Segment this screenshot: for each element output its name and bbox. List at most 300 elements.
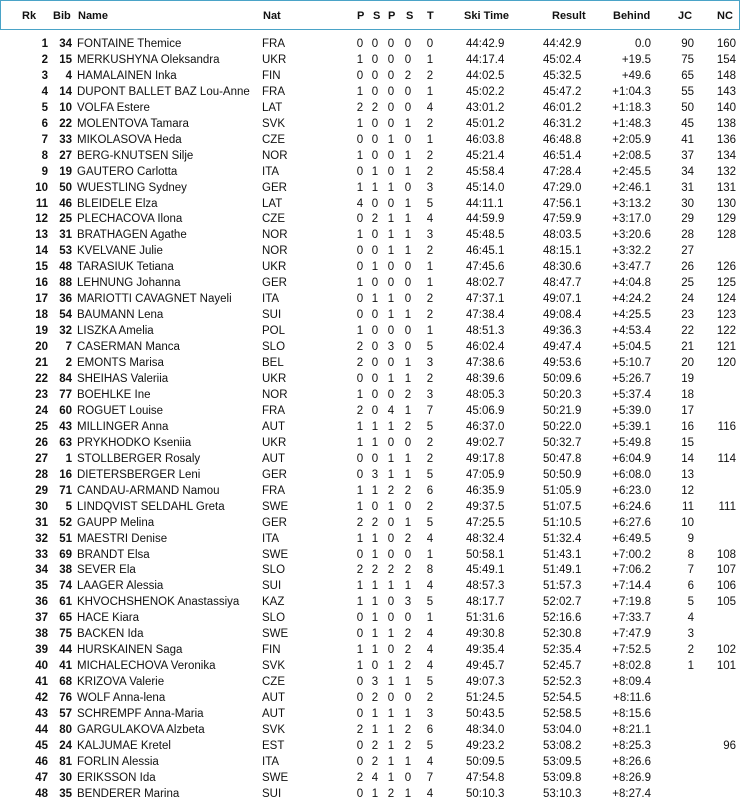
bib: 4 <box>65 69 72 82</box>
nation: SLO <box>262 564 286 577</box>
athlete-name: KALJUMAE Kretel <box>77 739 171 752</box>
prone-1: 1 <box>356 580 364 593</box>
table-row <box>0 36 747 52</box>
rank: 22 <box>35 373 48 386</box>
result: 51:32.4 <box>543 532 582 545</box>
total-misses: 3 <box>426 708 434 721</box>
prone-2: 1 <box>387 676 395 689</box>
header-result: Result <box>552 10 586 22</box>
standing-2: 1 <box>404 468 412 481</box>
prone-2: 1 <box>387 373 395 386</box>
nation: POL <box>262 325 286 338</box>
jc-points: 4 <box>687 612 694 625</box>
standing-2: 1 <box>404 197 412 210</box>
standing-2: 2 <box>404 660 412 673</box>
rank: 47 <box>35 771 48 784</box>
prone-1: 1 <box>356 277 364 290</box>
nc-points: 96 <box>723 739 736 752</box>
nation: KAZ <box>262 596 285 609</box>
behind: +6:08.0 <box>612 468 651 481</box>
nc-points: 129 <box>716 213 736 226</box>
prone-1: 0 <box>356 452 364 465</box>
standing-1: 1 <box>371 548 379 561</box>
standing-2: 1 <box>404 580 412 593</box>
jc-points: 41 <box>681 133 694 146</box>
header-standing-1: S <box>373 10 381 22</box>
behind: +1:48.3 <box>612 117 651 130</box>
ski-time: 49:35.4 <box>466 644 505 657</box>
prone-2: 2 <box>387 787 395 800</box>
prone-1: 2 <box>356 516 364 529</box>
rank: 28 <box>35 468 48 481</box>
total-misses: 3 <box>426 357 434 370</box>
jc-points: 34 <box>681 165 694 178</box>
nation: SWE <box>262 628 289 641</box>
standing-2: 1 <box>404 229 412 242</box>
result: 46:51.4 <box>543 149 582 162</box>
standing-1: 1 <box>371 181 379 194</box>
athlete-name: BRATHAGEN Agathe <box>77 229 187 242</box>
standing-1: 0 <box>371 404 379 417</box>
result: 52:16.6 <box>543 612 582 625</box>
ski-time: 48:57.3 <box>466 580 505 593</box>
bib: 14 <box>59 85 72 98</box>
table-header <box>0 0 740 30</box>
prone-2: 1 <box>387 500 395 513</box>
athlete-name: SEVER Ela <box>77 564 136 577</box>
prone-1: 0 <box>356 708 364 721</box>
jc-points: 55 <box>681 85 694 98</box>
ski-time: 50:09.5 <box>466 755 505 768</box>
result: 53:04.0 <box>543 723 582 736</box>
nation: SWE <box>262 548 289 561</box>
jc-points: 25 <box>681 277 694 290</box>
prone-2: 1 <box>387 452 395 465</box>
nation: AUT <box>262 420 285 433</box>
prone-2: 0 <box>387 117 395 130</box>
behind: +7:33.7 <box>612 612 651 625</box>
behind: +6:23.0 <box>612 484 651 497</box>
result: 45:47.2 <box>543 85 582 98</box>
result: 48:15.1 <box>543 245 582 258</box>
nc-points: 128 <box>716 229 736 242</box>
standing-1: 0 <box>371 373 379 386</box>
athlete-name: DIETERSBERGER Leni <box>77 468 201 481</box>
prone-2: 0 <box>387 357 395 370</box>
table-row <box>0 722 747 738</box>
prone-2: 1 <box>387 420 395 433</box>
standing-2: 1 <box>404 373 412 386</box>
standing-1: 2 <box>371 564 379 577</box>
athlete-name: BLEIDELE Elza <box>77 197 158 210</box>
athlete-name: DUPONT BALLET BAZ Lou-Anne <box>77 85 250 98</box>
jc-points: 65 <box>681 69 694 82</box>
prone-1: 0 <box>356 69 364 82</box>
standing-1: 0 <box>371 388 379 401</box>
header-nat: Nat <box>263 10 281 22</box>
rank: 36 <box>35 596 48 609</box>
ski-time: 48:32.4 <box>466 532 505 545</box>
bib: 54 <box>59 309 72 322</box>
rank: 41 <box>35 676 48 689</box>
total-misses: 8 <box>426 564 434 577</box>
bib: 10 <box>59 101 72 114</box>
standing-1: 1 <box>371 165 379 178</box>
athlete-name: ERIKSSON Ida <box>77 771 156 784</box>
ski-time: 47:37.1 <box>466 293 505 306</box>
bib: 31 <box>59 229 72 242</box>
nation: SLO <box>262 612 286 625</box>
ski-time: 45:49.1 <box>466 564 505 577</box>
nation: FRA <box>262 404 285 417</box>
standing-1: 1 <box>371 612 379 625</box>
rank: 1 <box>41 38 48 50</box>
jc-points: 31 <box>681 181 694 194</box>
table-row <box>0 84 747 100</box>
result: 47:29.0 <box>543 181 582 194</box>
standing-1: 1 <box>371 596 379 609</box>
bib: 48 <box>59 261 72 274</box>
total-misses: 7 <box>426 771 434 784</box>
header-prone-1: P <box>357 10 365 22</box>
prone-2: 1 <box>387 628 395 641</box>
total-misses: 5 <box>426 197 434 210</box>
result: 52:52.3 <box>543 676 582 689</box>
total-misses: 2 <box>426 373 434 386</box>
nation: AUT <box>262 708 285 721</box>
jc-points: 5 <box>687 596 694 609</box>
result: 52:54.5 <box>543 692 582 705</box>
result: 52:58.5 <box>543 708 582 721</box>
table-row <box>0 371 747 387</box>
nation: FRA <box>262 85 285 98</box>
ski-time: 51:31.6 <box>466 612 505 625</box>
table-row <box>0 786 747 802</box>
standing-1: 0 <box>371 500 379 513</box>
ski-time: 45:14.0 <box>466 181 505 194</box>
prone-1: 0 <box>356 739 364 752</box>
total-misses: 1 <box>426 548 434 561</box>
standing-1: 1 <box>371 484 379 497</box>
rank: 21 <box>35 357 48 370</box>
ski-time: 49:02.7 <box>466 436 505 449</box>
bib: 7 <box>65 341 72 354</box>
prone-2: 0 <box>387 261 395 274</box>
ski-time: 44:42.9 <box>466 38 505 50</box>
ski-time: 44:02.5 <box>466 69 505 82</box>
ski-time: 49:07.3 <box>466 676 505 689</box>
table-row <box>0 339 747 355</box>
standing-1: 0 <box>371 245 379 258</box>
standing-2: 1 <box>404 708 412 721</box>
bib: 35 <box>59 787 72 800</box>
rank: 3 <box>41 69 48 82</box>
standing-1: 0 <box>371 229 379 242</box>
ski-time: 49:23.2 <box>466 739 505 752</box>
table-row <box>0 754 747 770</box>
ski-time: 46:03.8 <box>466 133 505 146</box>
athlete-name: ROGUET Louise <box>77 404 164 417</box>
standing-2: 1 <box>404 676 412 689</box>
rank: 48 <box>35 787 48 800</box>
rank: 46 <box>35 755 48 768</box>
ski-time: 49:45.7 <box>466 660 505 673</box>
standing-2: 0 <box>404 325 412 338</box>
prone-1: 2 <box>356 771 364 784</box>
athlete-name: EMONTS Marisa <box>77 357 164 370</box>
athlete-name: TARASIUK Tetiana <box>77 261 174 274</box>
prone-2: 0 <box>387 38 395 50</box>
table-row <box>0 770 747 786</box>
bib: 36 <box>59 293 72 306</box>
table-row <box>0 52 747 68</box>
total-misses: 2 <box>426 117 434 130</box>
table-row <box>0 658 747 674</box>
prone-1: 0 <box>356 293 364 306</box>
nc-points: 124 <box>716 293 736 306</box>
bib: 71 <box>59 484 72 497</box>
nc-points: 138 <box>716 117 736 130</box>
prone-2: 0 <box>387 325 395 338</box>
jc-points: 1 <box>687 660 694 673</box>
nc-points: 108 <box>716 548 736 561</box>
behind: +49.6 <box>621 69 651 82</box>
nation: SUI <box>262 787 282 800</box>
ski-time: 47:05.9 <box>466 468 505 481</box>
total-misses: 2 <box>426 149 434 162</box>
ski-time: 47:38.6 <box>466 357 505 370</box>
result: 47:59.9 <box>543 213 582 226</box>
nc-points: 121 <box>716 341 736 354</box>
result: 51:05.9 <box>543 484 582 497</box>
athlete-name: SHEIHAS Valeriia <box>77 373 169 386</box>
total-misses: 2 <box>426 309 434 322</box>
standing-2: 2 <box>404 644 412 657</box>
athlete-name: KHVOCHSHENOK Anastassiya <box>77 596 240 609</box>
ski-time: 49:30.8 <box>466 628 505 641</box>
athlete-name: WOLF Anna-lena <box>77 692 166 705</box>
bib: 19 <box>59 165 72 178</box>
standing-1: 2 <box>371 516 379 529</box>
table-row <box>0 259 747 275</box>
total-misses: 2 <box>426 293 434 306</box>
prone-2: 0 <box>387 197 395 210</box>
nc-points: 154 <box>716 53 736 66</box>
result: 50:21.9 <box>543 404 582 417</box>
standing-1: 0 <box>371 53 379 66</box>
prone-2: 1 <box>387 468 395 481</box>
result: 53:09.5 <box>543 755 582 768</box>
ski-time: 48:34.0 <box>466 723 505 736</box>
nation: NOR <box>262 245 288 258</box>
header-bib: Bib <box>53 10 71 22</box>
prone-2: 0 <box>387 692 395 705</box>
prone-2: 1 <box>387 708 395 721</box>
rank: 17 <box>35 293 48 306</box>
prone-2: 1 <box>387 213 395 226</box>
athlete-name: KVELVANE Julie <box>77 245 163 258</box>
behind: +6:24.6 <box>612 500 651 513</box>
table-row <box>0 387 747 403</box>
athlete-name: HURSKAINEN Saga <box>77 644 183 657</box>
total-misses: 2 <box>426 436 434 449</box>
ski-time: 45:58.4 <box>466 165 505 178</box>
prone-1: 1 <box>356 596 364 609</box>
behind: +5:10.7 <box>612 357 651 370</box>
result: 50:47.8 <box>543 452 582 465</box>
ski-time: 50:10.3 <box>466 787 505 800</box>
total-misses: 4 <box>426 101 434 114</box>
rank: 37 <box>35 612 48 625</box>
jc-points: 11 <box>682 500 694 513</box>
table-row <box>0 674 747 690</box>
jc-points: 30 <box>681 197 694 210</box>
prone-1: 0 <box>356 309 364 322</box>
standing-1: 1 <box>371 580 379 593</box>
result: 51:43.1 <box>543 548 582 561</box>
total-misses: 4 <box>426 787 434 800</box>
total-misses: 2 <box>426 500 434 513</box>
standing-2: 0 <box>404 85 412 98</box>
table-row <box>0 610 747 626</box>
prone-1: 2 <box>356 564 364 577</box>
bib: 41 <box>59 660 72 673</box>
behind: +3:20.6 <box>612 229 651 242</box>
ski-time: 43:01.2 <box>466 101 505 114</box>
rank: 14 <box>35 245 48 258</box>
table-row <box>0 531 747 547</box>
standing-2: 2 <box>404 420 412 433</box>
ski-time: 47:45.6 <box>466 261 505 274</box>
bib: 46 <box>59 197 72 210</box>
result: 51:57.3 <box>543 580 582 593</box>
ski-time: 45:48.5 <box>466 229 505 242</box>
athlete-name: LINDQVIST SELDAHL Greta <box>77 500 225 513</box>
nation: CZE <box>262 676 285 689</box>
prone-1: 1 <box>356 117 364 130</box>
rank: 32 <box>35 532 48 545</box>
athlete-name: WUESTLING Sydney <box>77 181 187 194</box>
nation: UKR <box>262 436 287 449</box>
ski-time: 45:02.2 <box>466 85 505 98</box>
prone-2: 0 <box>387 596 395 609</box>
behind: +2:45.5 <box>612 165 651 178</box>
ski-time: 48:17.7 <box>466 596 505 609</box>
rank: 20 <box>35 341 48 354</box>
result: 53:08.2 <box>543 739 582 752</box>
bib: 52 <box>59 516 72 529</box>
athlete-name: GARGULAKOVA Alzbeta <box>77 723 205 736</box>
standing-2: 0 <box>404 771 412 784</box>
ski-time: 47:38.4 <box>466 309 505 322</box>
bib: 65 <box>59 612 72 625</box>
table-row <box>0 738 747 754</box>
total-misses: 2 <box>426 245 434 258</box>
result: 49:08.4 <box>543 309 582 322</box>
jc-points: 19 <box>681 373 694 386</box>
ski-time: 49:17.8 <box>466 452 505 465</box>
prone-1: 2 <box>356 723 364 736</box>
prone-2: 1 <box>387 723 395 736</box>
jc-points: 16 <box>681 420 694 433</box>
nation: SVK <box>262 660 286 673</box>
standing-2: 0 <box>404 53 412 66</box>
behind: +3:32.2 <box>612 245 651 258</box>
header-rank: Rk <box>22 10 37 22</box>
result: 46:01.2 <box>543 101 582 114</box>
table-row <box>0 562 747 578</box>
athlete-name: LAAGER Alessia <box>77 580 164 593</box>
behind: +3:47.7 <box>612 261 651 274</box>
behind: +7:52.5 <box>612 644 651 657</box>
nation: UKR <box>262 53 287 66</box>
bib: 84 <box>59 373 72 386</box>
total-misses: 5 <box>426 596 434 609</box>
result: 51:07.5 <box>543 500 582 513</box>
standing-2: 1 <box>404 309 412 322</box>
prone-2: 1 <box>387 580 395 593</box>
rank: 27 <box>35 452 48 465</box>
prone-2: 0 <box>387 388 395 401</box>
bib: 77 <box>59 388 72 401</box>
prone-1: 4 <box>356 197 364 210</box>
behind: +7:00.2 <box>612 548 651 561</box>
standing-1: 1 <box>371 723 379 736</box>
prone-2: 0 <box>387 53 395 66</box>
total-misses: 2 <box>426 165 434 178</box>
standing-1: 1 <box>371 420 379 433</box>
bib: 34 <box>59 38 72 50</box>
behind: +6:27.6 <box>612 516 651 529</box>
athlete-name: PLECHACOVA Ilona <box>77 213 183 226</box>
standing-2: 0 <box>404 133 412 146</box>
table-row <box>0 275 747 291</box>
total-misses: 4 <box>426 644 434 657</box>
table-row <box>0 196 747 212</box>
behind: +7:19.8 <box>612 596 651 609</box>
jc-points: 45 <box>681 117 694 130</box>
bib: 44 <box>59 644 72 657</box>
result: 50:32.7 <box>543 436 582 449</box>
rank: 9 <box>41 165 48 178</box>
rank: 25 <box>35 420 48 433</box>
standing-1: 0 <box>371 325 379 338</box>
nation: GER <box>262 181 287 194</box>
standing-2: 1 <box>404 117 412 130</box>
ski-time: 49:37.5 <box>466 500 505 513</box>
ski-time: 44:11.1 <box>466 197 504 210</box>
jc-points: 13 <box>681 468 694 481</box>
athlete-name: MERKUSHYNA Oleksandra <box>77 53 220 66</box>
bib: 16 <box>59 468 72 481</box>
standing-1: 1 <box>371 532 379 545</box>
standing-2: 2 <box>404 628 412 641</box>
standing-2: 0 <box>404 181 412 194</box>
bib: 53 <box>59 245 72 258</box>
total-misses: 1 <box>426 53 434 66</box>
prone-2: 0 <box>387 548 395 561</box>
bib: 60 <box>59 404 72 417</box>
jc-points: 29 <box>681 213 694 226</box>
rank: 12 <box>35 213 48 226</box>
nation: SUI <box>262 580 282 593</box>
bib: 51 <box>59 532 72 545</box>
athlete-name: MOLENTOVA Tamara <box>77 117 189 130</box>
standing-2: 3 <box>404 596 412 609</box>
nc-points: 134 <box>716 149 736 162</box>
total-misses: 3 <box>426 181 434 194</box>
behind: +4:04.8 <box>612 277 651 290</box>
